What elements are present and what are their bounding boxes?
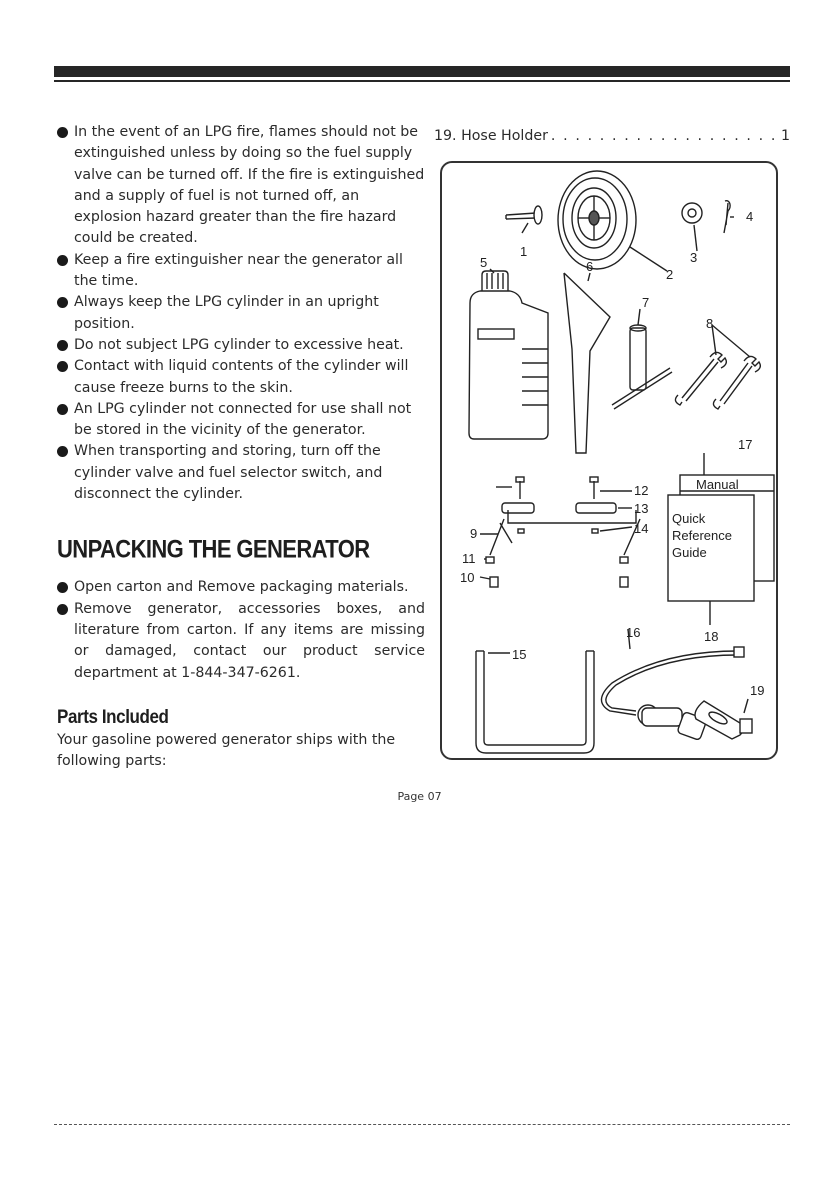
washer-icon	[682, 203, 702, 223]
hose-holder-icon	[695, 699, 752, 739]
list-item: Open carton and Remove packaging materials.	[57, 577, 425, 598]
unpacking-heading: UNPACKING THE GENERATOR	[57, 535, 370, 564]
parts-illustration	[442, 163, 780, 762]
label-13: 13	[634, 501, 649, 516]
list-item: When transporting and storing, turn off the cylinder valve and fuel selector switch, and disconnect the cylinder.	[57, 441, 425, 505]
leader-dots	[551, 128, 778, 144]
wrenches-icon	[675, 325, 760, 409]
list-item: In the event of an LPG fire, flames should not be extinguished unless by doing so the fuel supply valve can be turned off. If the fire is extinguished and a supply of fuel is not turned off, an explosion hazard greater than the fire hazard could be created.	[57, 122, 425, 250]
parts-heading: Parts Included	[57, 705, 169, 728]
page-number: Page 07	[397, 790, 442, 803]
guide-line-1: Quick	[672, 511, 706, 526]
guide-line-3: Guide	[672, 545, 707, 560]
header-rule	[54, 80, 790, 82]
left-column	[57, 122, 425, 772]
label-6: 6	[586, 259, 594, 274]
header-bar	[54, 66, 790, 77]
label-11: 11	[462, 551, 476, 566]
wheel-icon	[558, 171, 636, 269]
label-14: 14	[634, 521, 649, 536]
parts-figure	[440, 161, 778, 760]
funnel-icon	[564, 273, 610, 453]
label-12: 12	[634, 483, 649, 498]
list-item: Remove generator, accessories boxes, and literature from carton. If any items are missing or damaged, contact our product service department at 1-844-347-6261.	[57, 599, 425, 684]
label-3: 3	[690, 250, 698, 265]
label-4: 4	[746, 209, 754, 224]
bullet-icon	[57, 404, 68, 415]
label-10: 10	[460, 570, 475, 585]
label-7: 7	[642, 295, 650, 310]
unpacking-bullet-list	[57, 577, 425, 683]
parts-list-item	[434, 128, 790, 144]
manual-title: Manual	[696, 477, 739, 492]
bullet-icon	[57, 297, 68, 308]
label-9: 9	[470, 526, 478, 541]
label-17: 17	[738, 437, 753, 452]
list-item: Keep a fire extinguisher near the generator all the time.	[57, 250, 425, 293]
bullet-icon	[57, 340, 68, 351]
label-16: 16	[626, 625, 641, 640]
oil-bottle-icon	[469, 271, 548, 439]
safety-bullet-list	[57, 122, 425, 505]
list-item: Contact with liquid contents of the cylinder will cause freeze burns to the skin.	[57, 356, 425, 399]
figure-labels	[460, 209, 764, 698]
spark-plug-wrench-icon	[612, 325, 672, 409]
list-item: Do not subject LPG cylinder to excessive heat.	[57, 335, 425, 356]
bullet-icon	[57, 361, 68, 372]
label-5: 5	[480, 255, 488, 270]
label-19: 19	[750, 683, 765, 698]
parts-intro: Your gasoline powered generator ships with the following parts:	[57, 731, 396, 770]
bullet-icon	[57, 582, 68, 593]
bullet-icon	[57, 127, 68, 138]
label-15: 15	[512, 647, 527, 662]
label-18: 18	[704, 629, 719, 644]
label-1: 1	[520, 244, 528, 259]
footer-rule	[54, 1124, 790, 1125]
bullet-icon	[57, 255, 68, 266]
bullet-icon	[57, 446, 68, 457]
handle-icon	[476, 651, 594, 753]
cotter-pin-icon	[724, 201, 730, 233]
parts-item-qty: 1	[780, 128, 790, 144]
label-2: 2	[666, 267, 674, 282]
label-8: 8	[706, 316, 714, 331]
support-bracket-icon	[486, 477, 640, 587]
guide-line-2: Reference	[672, 528, 732, 543]
bullet-icon	[57, 604, 68, 615]
list-item: Always keep the LPG cylinder in an upright position.	[57, 292, 425, 335]
axle-bolt-icon	[506, 206, 542, 224]
parts-item-label: 19. Hose Holder	[434, 128, 548, 144]
list-item: An LPG cylinder not connected for use shall not be stored in the vicinity of the generator.	[57, 399, 425, 442]
